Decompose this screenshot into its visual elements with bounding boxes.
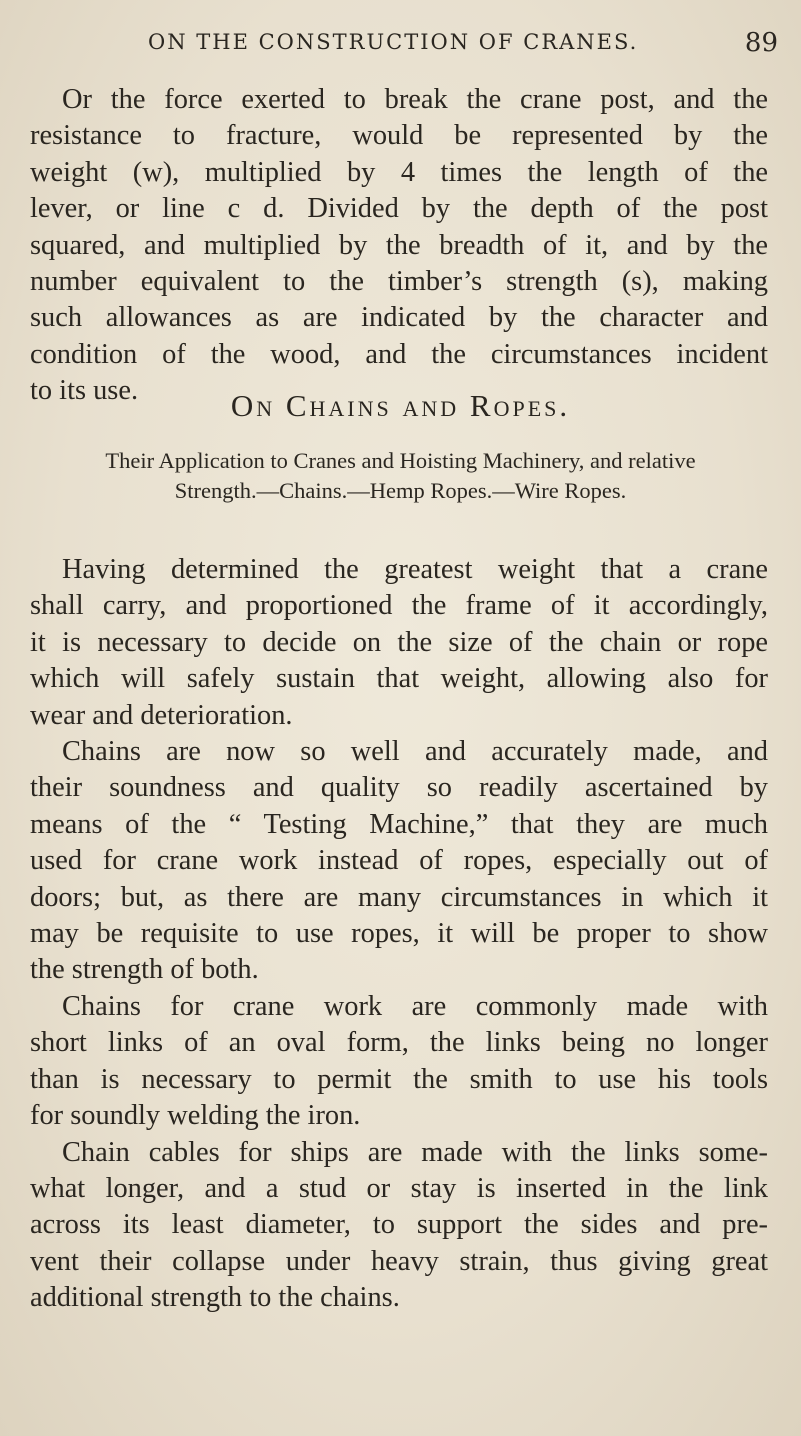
text-line: condition of the wood, and the circumstances incident [30, 338, 768, 370]
text-line: what longer, and a stud or stay is inserted in the link [30, 1172, 768, 1204]
text-line: than is necessary to permit the smith to use his tools [30, 1063, 768, 1095]
text-line: wear and deterioration. [30, 699, 293, 731]
text-line: it is necessary to decide on the size of the chain or rope [30, 626, 768, 658]
text-line: resistance to fracture, would be represented by the [30, 120, 768, 152]
text-line: lever, or line c d. Divided by the depth of the post [30, 193, 768, 225]
text-line: weight (w), multiplied by 4 times the length of the [30, 156, 768, 188]
text-line: shall carry, and proportioned the frame of it accordingly, [30, 590, 768, 622]
text-line: the strength of both. [30, 954, 259, 986]
running-head [148, 30, 778, 60]
text-line: additional strength to the chains. [30, 1282, 400, 1314]
text-line: their soundness and quality so readily ascertained by [30, 772, 768, 804]
section-subtitle [0, 446, 801, 506]
text-line: for soundly welding the iron. [30, 1100, 361, 1132]
text-line: number equivalent to the timber’s strength (s), making [30, 266, 768, 298]
text-line: to its use. [30, 375, 139, 407]
text-line: Chain cables for ships are made with the links some- [62, 1136, 768, 1168]
text-line: may be requisite to use ropes, it will be proper to show [30, 918, 768, 950]
text-line: across its least diameter, to support the sides and pre- [30, 1209, 768, 1241]
text-line: short links of an oval form, the links being no longer [30, 1027, 768, 1059]
section-heading: On Chains and Ropes. [230, 388, 571, 423]
text-line: squared, and multiplied by the breadth of it, and by the [30, 229, 768, 261]
running-title: ON THE CONSTRUCTION OF CRANES. [148, 30, 639, 54]
text-line: Chains for crane work are commonly made with [62, 990, 768, 1022]
text-line: Or the force exerted to break the crane post, and the [62, 84, 768, 115]
text-line: used for crane work instead of ropes, especially out of [30, 845, 768, 877]
paragraph-crane-post [30, 82, 768, 410]
text-line: Having determined the greatest weight that a crane [62, 554, 768, 585]
body-text [30, 552, 768, 1317]
text-line: such allowances as are indicated by the character and [30, 302, 768, 334]
text-line: doors; but, as there are many circumstances in which it [30, 881, 768, 913]
subtitle-line: Strength.—Chains.—Hemp Ropes.—Wire Ropes. [174, 478, 627, 503]
subtitle-line: Their Application to Cranes and Hoisting Machinery, and relative [105, 448, 696, 473]
text-line: vent their collapse under heavy strain, thus giving great [30, 1245, 768, 1277]
page-number: 89 [744, 28, 778, 58]
text-line: Chains are now so well and accurately made, and [62, 736, 768, 768]
text-line: which will safely sustain that weight, allowing also for [30, 663, 768, 695]
text-line: means of the “ Testing Machine,” that they are much [30, 808, 768, 840]
